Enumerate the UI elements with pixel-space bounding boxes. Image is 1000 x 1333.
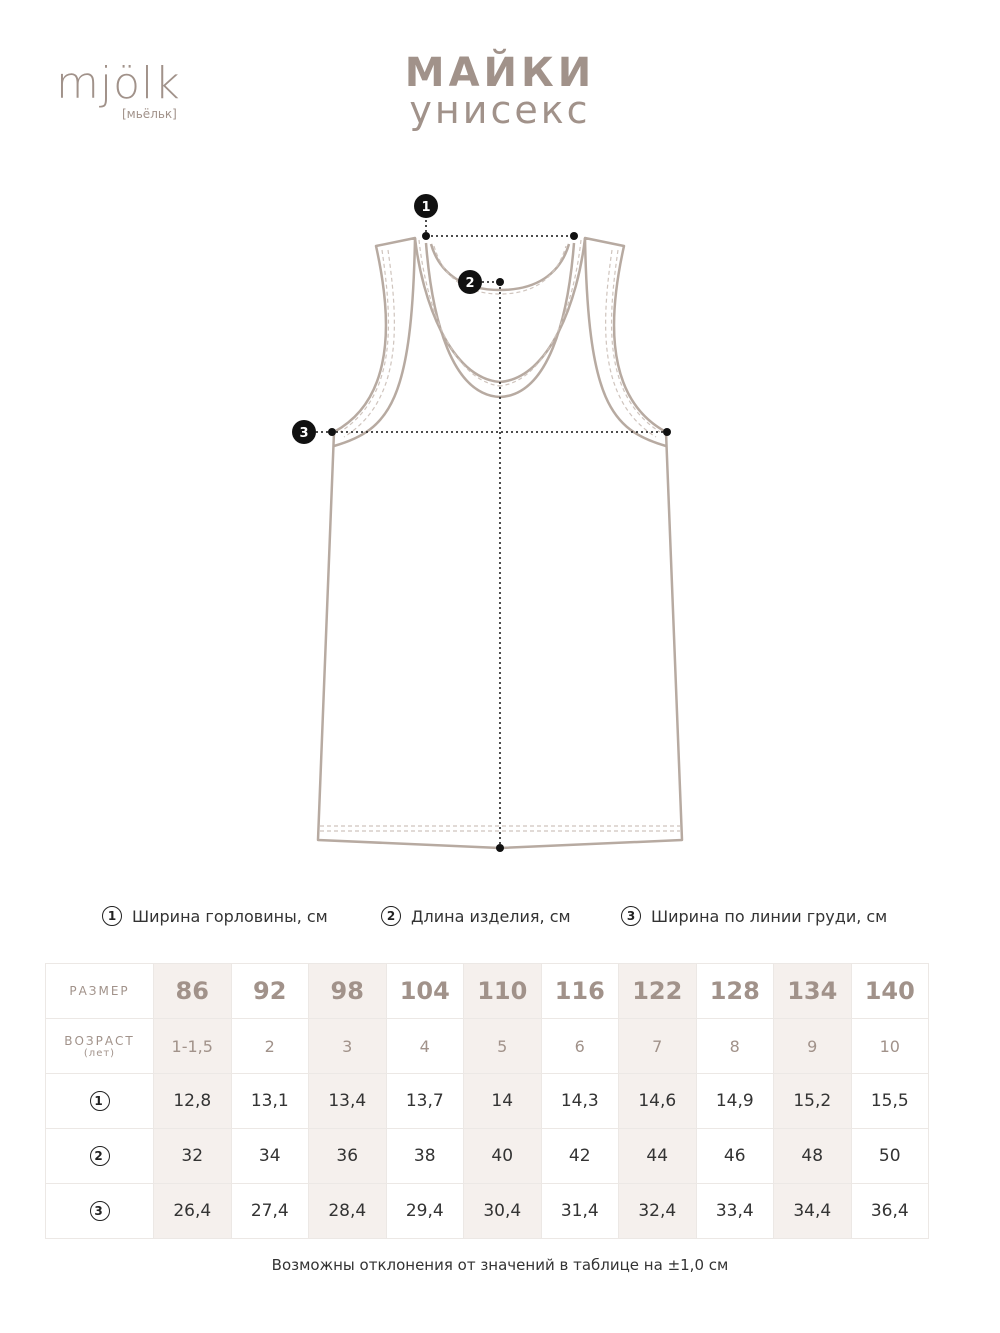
table-cell: 28,4: [309, 1184, 387, 1239]
table-cell: 26,4: [154, 1184, 232, 1239]
left-armhole-trim: [334, 238, 415, 446]
age-cell: 1-1,5: [154, 1019, 232, 1074]
marker-3: [292, 420, 316, 444]
legend-label: Длина изделия, см: [411, 906, 571, 926]
age-cell: 7: [619, 1019, 697, 1074]
number-1-icon: 1: [90, 1091, 110, 1111]
number-2-icon: 2: [90, 1146, 110, 1166]
age-cell: 2: [231, 1019, 309, 1074]
table-row-chest-width: [46, 1184, 929, 1239]
age-cell: 10: [851, 1019, 929, 1074]
table-cell: 14,3: [541, 1074, 619, 1129]
age-cell: 8: [696, 1019, 774, 1074]
size-cell: 122: [619, 964, 697, 1019]
size-cell: 128: [696, 964, 774, 1019]
legend-item-length: [381, 906, 571, 926]
svg-text:1: 1: [421, 200, 431, 215]
age-unit: (лет): [83, 1047, 116, 1059]
table-cell: 15,2: [774, 1074, 852, 1129]
table-row-neck-width: [46, 1074, 929, 1129]
number-3-icon: 3: [90, 1201, 110, 1221]
table-cell: 46: [696, 1129, 774, 1184]
marker-1: [414, 194, 438, 218]
tank-top-diagram: [0, 180, 1000, 870]
table-row-age: [46, 1019, 929, 1074]
age-cell: 5: [464, 1019, 542, 1074]
table-cell: 34,4: [774, 1184, 852, 1239]
number-1-icon: 1: [102, 906, 122, 926]
size-cell: 134: [774, 964, 852, 1019]
table-cell: 40: [464, 1129, 542, 1184]
age-cell: 3: [309, 1019, 387, 1074]
table-cell: 30,4: [464, 1184, 542, 1239]
number-2-icon: 2: [381, 906, 401, 926]
legend-label: Ширина горловины, см: [132, 906, 328, 926]
logo-wordmark: mjölk: [56, 58, 181, 109]
table-cell: 13,4: [309, 1074, 387, 1129]
table-cell: 50: [851, 1129, 929, 1184]
page-title: МАЙКИ: [404, 50, 596, 96]
table-cell: 32,4: [619, 1184, 697, 1239]
marker-2: [458, 270, 482, 294]
table-cell: 33,4: [696, 1184, 774, 1239]
table-cell: 32: [154, 1129, 232, 1184]
size-table: [45, 963, 929, 1239]
table-cell: 42: [541, 1129, 619, 1184]
measurement-legend: [0, 906, 1000, 934]
age-cell: 6: [541, 1019, 619, 1074]
svg-text:2: 2: [465, 276, 475, 291]
table-cell: 12,8: [154, 1074, 232, 1129]
table-row-length: [46, 1129, 929, 1184]
table-row-size: [46, 964, 929, 1019]
size-cell: 92: [231, 964, 309, 1019]
table-cell: 15,5: [851, 1074, 929, 1129]
logo-transcription: [мьёльк]: [122, 107, 177, 121]
table-cell: 13,1: [231, 1074, 309, 1129]
legend-label: Ширина по линии груди, см: [651, 906, 888, 926]
svg-text:3: 3: [299, 426, 309, 441]
tolerance-note: Возможны отклонения от значений в таблице на ±1,0 см: [271, 1256, 729, 1274]
size-cell: 86: [154, 964, 232, 1019]
table-cell: 14,6: [619, 1074, 697, 1129]
table-cell: 48: [774, 1129, 852, 1184]
size-cell: 116: [541, 964, 619, 1019]
legend-item-neck-width: [102, 906, 328, 926]
table-cell: 27,4: [231, 1184, 309, 1239]
size-cell: 140: [851, 964, 929, 1019]
age-label: ВОЗРАСТ: [64, 1033, 135, 1048]
size-header: РАЗМЕР: [46, 964, 154, 1019]
right-armhole-trim: [585, 238, 666, 446]
table-cell: 31,4: [541, 1184, 619, 1239]
size-cell: 110: [464, 964, 542, 1019]
table-cell: 36: [309, 1129, 387, 1184]
legend-item-chest-width: [621, 906, 887, 926]
table-cell: 36,4: [851, 1184, 929, 1239]
page-subtitle: унисекс: [409, 88, 591, 132]
table-cell: 14: [464, 1074, 542, 1129]
table-cell: 14,9: [696, 1074, 774, 1129]
age-cell: 9: [774, 1019, 852, 1074]
table-cell: 34: [231, 1129, 309, 1184]
table-cell: 44: [619, 1129, 697, 1184]
table-cell: 38: [386, 1129, 464, 1184]
size-cell: 104: [386, 964, 464, 1019]
age-header: [46, 1019, 154, 1074]
number-3-icon: 3: [621, 906, 641, 926]
table-cell: 29,4: [386, 1184, 464, 1239]
age-cell: 4: [386, 1019, 464, 1074]
size-cell: 98: [309, 964, 387, 1019]
table-cell: 13,7: [386, 1074, 464, 1129]
